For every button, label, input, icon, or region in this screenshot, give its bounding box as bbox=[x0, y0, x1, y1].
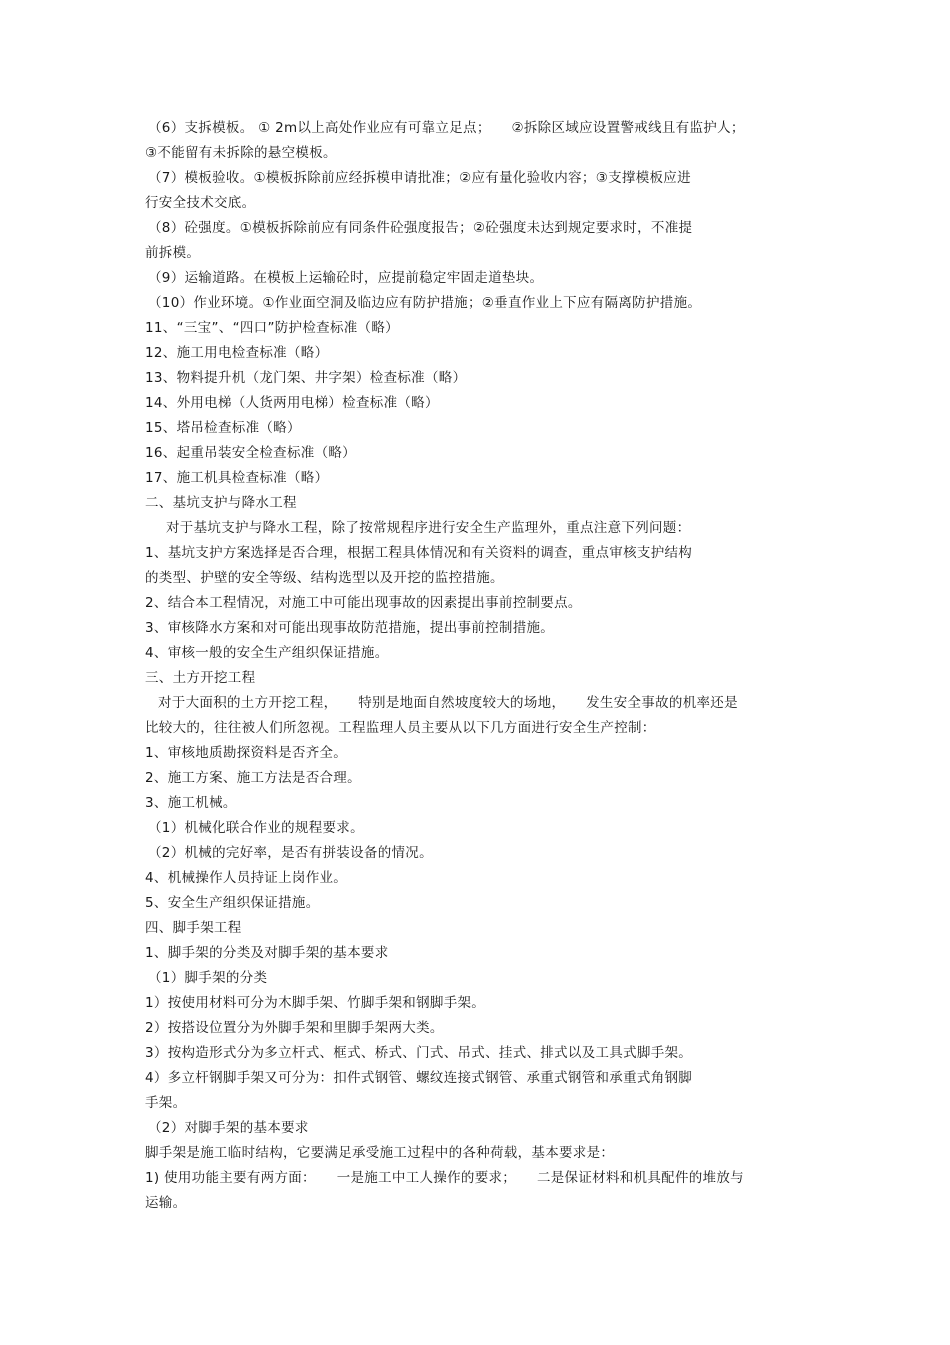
text-line: 对于基坑支护与降水工程，除了按常规程序进行安全生产监理外，重点注意下列问题： bbox=[166, 520, 691, 536]
section-heading: 二、基坑支护与降水工程 bbox=[145, 495, 297, 511]
text-line: 运输。 bbox=[145, 1195, 187, 1211]
text-line: 4）多立杆钢脚手架又可分为：扣件式钢管、螺纹连接式钢管、承重式钢管和承重式角钢脚 bbox=[145, 1070, 693, 1086]
text-line: ③不能留有未拆除的悬空模板。 bbox=[145, 145, 337, 161]
text-line: （2）对脚手架的基本要求 bbox=[148, 1120, 309, 1136]
text-line: 对于大面积的土方开挖工程， 特别是地面自然坡度较大的场地， 发生安全事故的机率还是 bbox=[158, 695, 738, 711]
text-line: 3、施工机械。 bbox=[145, 795, 237, 811]
text-line: （2）机械的完好率，是否有拼装设备的情况。 bbox=[148, 845, 433, 861]
text-line: 16、起重吊装安全检查标准（略） bbox=[145, 445, 356, 461]
text-line: 2、施工方案、施工方法是否合理。 bbox=[145, 770, 361, 786]
text-line: 前拆模。 bbox=[145, 245, 201, 261]
text-line: 比较大的，往往被人们所忽视。工程监理人员主要从以下几方面进行安全生产控制： bbox=[145, 720, 656, 736]
text-line: 手架。 bbox=[145, 1095, 187, 1111]
text-line: 3）按构造形式分为多立杆式、框式、桥式、门式、吊式、挂式、排式以及工具式脚手架。 bbox=[145, 1045, 693, 1061]
text-line: 2、结合本工程情况，对施工中可能出现事故的因素提出事前控制要点。 bbox=[145, 595, 582, 611]
text-line: 行安全技术交底。 bbox=[145, 195, 256, 211]
text-line: 5、安全生产组织保证措施。 bbox=[145, 895, 320, 911]
text-line: （10）作业环境。①作业面空洞及临边应有防护措施；②垂直作业上下应有隔离防护措施。 bbox=[148, 295, 702, 311]
text-line: 13、物料提升机（龙门架、井字架）检查标准（略） bbox=[145, 370, 467, 386]
text-line: 1）按使用材料可分为木脚手架、竹脚手架和钢脚手架。 bbox=[145, 995, 486, 1011]
text-line: 4、机械操作人员持证上岗作业。 bbox=[145, 870, 348, 886]
text-line: 1) 使用功能主要有两方面： 一是施工中工人操作的要求； 二是保证材料和机具配件的堆放与 bbox=[145, 1170, 744, 1186]
text-line: （8）砼强度。①模板拆除前应有同条件砼强度报告；②砼强度未达到规定要求时，不准提 bbox=[148, 220, 693, 236]
text-line: 2）按搭设位置分为外脚手架和里脚手架两大类。 bbox=[145, 1020, 444, 1036]
text-line: 17、施工机具检查标准（略） bbox=[145, 470, 329, 486]
text-line: 的类型、护壁的安全等级、结构选型以及开挖的监控措施。 bbox=[145, 570, 504, 586]
section-heading: 四、脚手架工程 bbox=[145, 920, 242, 936]
text-line: （1）机械化联合作业的规程要求。 bbox=[148, 820, 364, 836]
text-line: 3、审核降水方案和对可能出现事故防范措施，提出事前控制措施。 bbox=[145, 620, 555, 636]
text-line: （6）支拆模板。 ① 2m以上高处作业应有可靠立足点； ②拆除区域应设置警戒线且有监护人； bbox=[148, 120, 745, 136]
text-line: 1、基坑支护方案选择是否合理，根据工程具体情况和有关资料的调查，重点审核支护结构 bbox=[145, 545, 693, 561]
text-line: 脚手架是施工临时结构，它要满足承受施工过程中的各种荷载，基本要求是： bbox=[145, 1145, 615, 1161]
text-line: （1）脚手架的分类 bbox=[148, 970, 268, 986]
section-heading: 三、土方开挖工程 bbox=[145, 670, 256, 686]
text-line: 14、外用电梯（人货两用电梯）检查标准（略） bbox=[145, 395, 439, 411]
text-line: 1、脚手架的分类及对脚手架的基本要求 bbox=[145, 945, 389, 961]
text-line: 1、审核地质勘探资料是否齐全。 bbox=[145, 745, 348, 761]
text-line: 12、施工用电检查标准（略） bbox=[145, 345, 329, 361]
text-line: 4、审核一般的安全生产组织保证措施。 bbox=[145, 645, 389, 661]
text-line: （7）模板验收。①模板拆除前应经拆模申请批准；②应有量化验收内容；③支撑模板应进 bbox=[148, 170, 691, 186]
text-line: 11、“三宝”、“四口”防护检查标准（略） bbox=[145, 320, 399, 336]
text-line: （9）运输道路。在模板上运输砼时，应提前稳定牢固走道垫块。 bbox=[148, 270, 544, 286]
text-line: 15、塔吊检查标准（略） bbox=[145, 420, 301, 436]
